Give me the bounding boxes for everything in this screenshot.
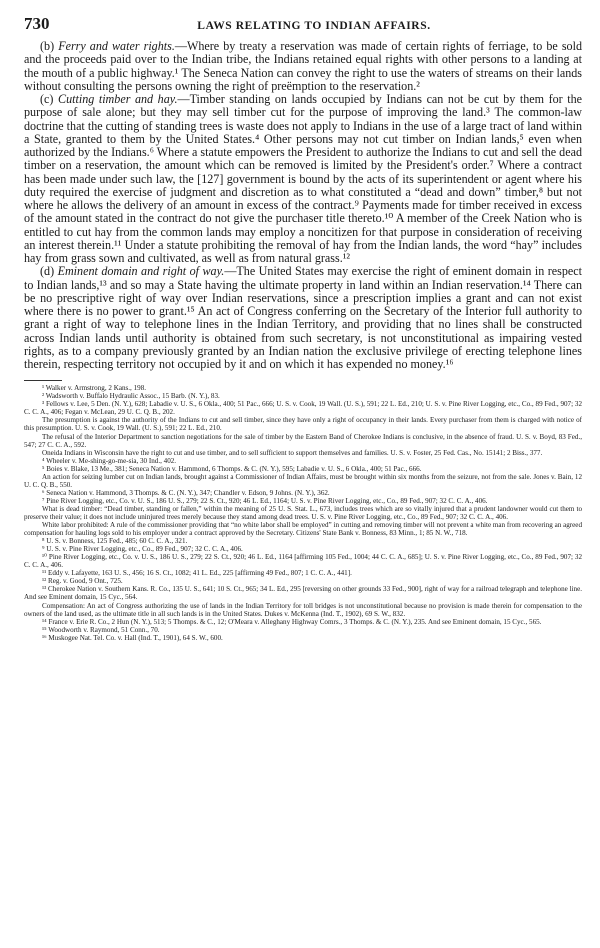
paragraph-label: (c)	[40, 92, 54, 106]
paragraph-subhead: Ferry and water rights.	[58, 39, 175, 53]
footnote: White labor prohibited: A rule of the commissioner providing that “no white labor shall be employed” in cutting and removing timber will not prevent a white man from recovering an agreed compensation for hauling logs sold to his employer under a contract approved by the Secretary. Citizens' State Bank v. Bonness, 83 Minn., 1; 85 N. W., 718.	[24, 521, 582, 538]
footnote: The presumption is against the authority of the Indians to cut and sell timber, since they have only a right of occupancy in their lands. Every purchaser from them is charged with notice of this presumption. U. S. v. Cook, 19 Wall. (U. S.), 591; 22 L. Ed., 210.	[24, 416, 582, 433]
footnote: ³ Fellows v. Lee, 5 Den. (N. Y.), 628; Labadie v. U. S., 6 Okla., 400; 51 Pac., 666; U. S. v. Cook, 19 Wall. (U. S.), 591; 22 L. Ed., 210; U. S. v. Pine River Logging, etc., Co., 89 Fed., 907; 32 C. C. A., 406; Fegan v. McLean, 29 U. C. Q. B., 202.	[24, 400, 582, 417]
footnotes	[24, 384, 582, 642]
paragraph-text: —Where by treaty a reservation was made of certain rights of ferriage, to be sold and the proceeds paid over to the Indian tribe, the Indians retained equal rights with other persons to a landing at the mouth of a public highway.¹ The Seneca Nation can convey the right to use the waters of streams on their lands without consulting the persons owning the right of preëmption to the reservation.²	[24, 39, 582, 93]
footnote: ¹ Walker v. Armstrong, 2 Kans., 198.	[42, 384, 147, 393]
footnote: ¹³ Cherokee Nation v. Southern Kans. R. Co., 135 U. S., 641; 10 S. Ct., 965; 34 L. Ed., 295 [reversing on other grounds 33 Fed., 900], right of way for a railroad telegraph and telephone line. And see Eminent domain, 15 Cyc., 564.	[24, 585, 582, 602]
paragraph-cutting-timber-hay	[24, 93, 582, 265]
paragraph-text: —Timber standing on lands occupied by Indians can not be cut by them for the purpose of sale alone; but they may sell timber cut for the purpose of improving the land.³ The common-law doctrine that the cutting of standing trees is waste does not apply to Indians in the use of a large tract of land within a State, granted to them by the United States.⁴ Other persons may not cut timber on Indian lands,⁵ even when authorized by the Indians.⁶ Where a statute empowers the President to authorize the Indians to cut and sell the dead timber on a reservation, the amount which can be removed is limited by the President's order.⁷ Where a contract has been made under such law, the [127] government is bound by the acts of its superintendent or agent where his duty required the exercise of judgment and discretion as to what constituted a “dead and down” timber,⁸ but not where he allows the delivery of an amount in excess of the contract.⁹ Payments made for timber received in excess of the amount stated in the contract do not give the purchaser title thereto.¹⁰ A member of the Creek Nation who is entitled to cut hay from the common lands may employ a noncitizen for that purpose in consideration of receiving an interest therein.¹¹ Under a statute prohibiting the removal of hay from the Indian lands, the word “hay” includes hay from grass sown and cultivated, as well as from natural grass.¹²	[24, 92, 583, 265]
footnote: ² Wadsworth v. Buffalo Hydraulic Assoc., 15 Barb. (N. Y.), 83.	[42, 392, 220, 401]
footnote: ¹⁴ France v. Erie R. Co., 2 Hun (N. Y.), 513; 5 Thomps. & C., 12; O'Meara v. Alleghany Highway Comrs., 3 Thomps. & C. (N. Y.), 235. And see Eminent domain, 15 Cyc., 565.	[42, 617, 542, 626]
paragraph-subhead: Eminent domain and right of way.	[57, 264, 225, 279]
footnote: ⁴ Wheeler v. Me-shing-go-me-sia, 30 Ind., 402.	[42, 456, 177, 465]
footnote: ¹⁶ Muskogee Nat. Tel. Co. v. Hall (Ind. T., 1901), 64 S. W., 600.	[42, 633, 223, 642]
footnote: What is dead timber: “Dead timber, standing or fallen,” within the meaning of 25 U. S. Stat. L., 673, includes trees which are so vitally injured that a prudent landowner would cut them to preserve their value; it does not include uninjured trees merely because they stand among dead trees. U. S. v. Pine River Logging, etc., Co., 89 Fed., 907; 32 C. C. A., 406.	[24, 504, 582, 521]
footnote: ¹⁰ Pine River Logging, etc., Co. v. U. S., 186 U. S., 279; 22 S. Ct., 920; 46 L. Ed., 1164 [affirming 105 Fed., 1004; 44 C. C. A., 685]; U. S. v. Pine River Logging, etc., Co., 89 Fed., 907; 32 C. C. A., 406.	[24, 553, 582, 570]
page-header	[24, 14, 582, 36]
footnote: ⁹ U. S. v. Pine River Logging, etc., Co., 89 Fed., 907; 32 C. C. A., 406.	[42, 545, 243, 554]
paragraph-label: (b)	[40, 39, 55, 53]
footnote: The refusal of the Interior Department to sanction negotiations for the sale of timber by the Eastern Band of Cherokee Indians is conclusive, in the absence of fraud. U. S. v. Boyd, 83 Fed., 547; 27 C. C. A., 592.	[24, 432, 582, 449]
paragraph-label: (d)	[40, 264, 55, 279]
footnote: ¹⁵ Woodworth v. Raymond, 51 Conn., 70.	[42, 625, 160, 634]
paragraph-ferry-water-rights	[24, 40, 582, 93]
footnote: Compensation: An act of Congress authorizing the use of lands in the Indian Territory for toll bridges is not unconstitutional because no provision is made therein for compensation to the owners of the land used, as the ultimate title in all such lands is in the United States. Dukes v. McKenna (Ind. T., 1902), 69 S. W., 832.	[24, 601, 582, 618]
paragraph-text: —The United States may exercise the right of eminent domain in respect to Indian lands,¹³ and so may a State having the ultimate property in land within an Indian reservation.¹⁴ There can be no prescriptive right of way over Indian reservations, since a prescription implies a grant and can not exist where there is no power to grant.¹⁵ An act of Congress conferring on the Secretary of the Interior full authority to grant a right of way to telephone lines in the Indian Territory, and providing that no lines shall be constructed across Indian lands until authority is obtained from such secretary, is not unconstitutional as impairing vested rights, as to a company previously granted by an Indian nation the exclusive privilege of erecting telephone lines therein, respecting territory not occupied by it and on which it has expended no money.¹⁶	[24, 264, 582, 371]
footnote: An action for seizing lumber cut on Indian lands, brought against a Commissioner of Indian Affairs, must be brought within six months from the seizure, not from the sale. Jones v. Bain, 12 U. C. Q. B., 550.	[24, 472, 582, 489]
paragraph-eminent-domain	[24, 265, 582, 371]
footnote: ¹¹ Eddy v. Lafayette, 163 U. S., 456; 16 S. Ct., 1082; 41 L. Ed., 225 [affirming 49 Fed., 807; 1 C. C. A., 441].	[42, 569, 352, 578]
footnote: ⁶ Seneca Nation v. Hammond, 3 Thomps. & C. (N. Y.), 347; Chandler v. Edson, 9 Johns. (N. Y.), 362.	[42, 488, 330, 497]
running-head: LAWS RELATING TO INDIAN AFFAIRS.	[197, 20, 431, 32]
page-number: 730	[24, 14, 50, 33]
footnote: ⁵ Boies v. Blake, 13 Me., 381; Seneca Nation v. Hammond, 6 Thomps. & C. (N. Y.), 595; Labadie v. U. S., 6 Okla., 400; 51 Pac., 666.	[42, 464, 422, 473]
footnote: ¹² Reg. v. Good, 9 Ont., 725.	[42, 577, 123, 586]
paragraph-subhead: Cutting timber and hay.	[58, 92, 178, 106]
footnote: ⁷ Pine River Logging, etc., Co. v. U. S., 186 U. S., 279; 22 S. Ct., 920; 46 L. Ed., 1164; U. S. v. Pine River Logging, etc., Co., 89 Fed., 907; 32 C. C. A., 406.	[42, 496, 488, 505]
footnote: ⁸ U. S. v. Bonness, 125 Fed., 485; 60 C. C. A., 321.	[42, 537, 188, 546]
footnote: Oneida Indians in Wisconsin have the right to cut and use timber, and to sell sufficient to support themselves and families. U. S. v. Foster, 25 Fed. Cas., No. 15141; 2 Biss., 377.	[42, 448, 543, 457]
footnote-divider	[24, 380, 62, 381]
body-text	[24, 40, 582, 371]
